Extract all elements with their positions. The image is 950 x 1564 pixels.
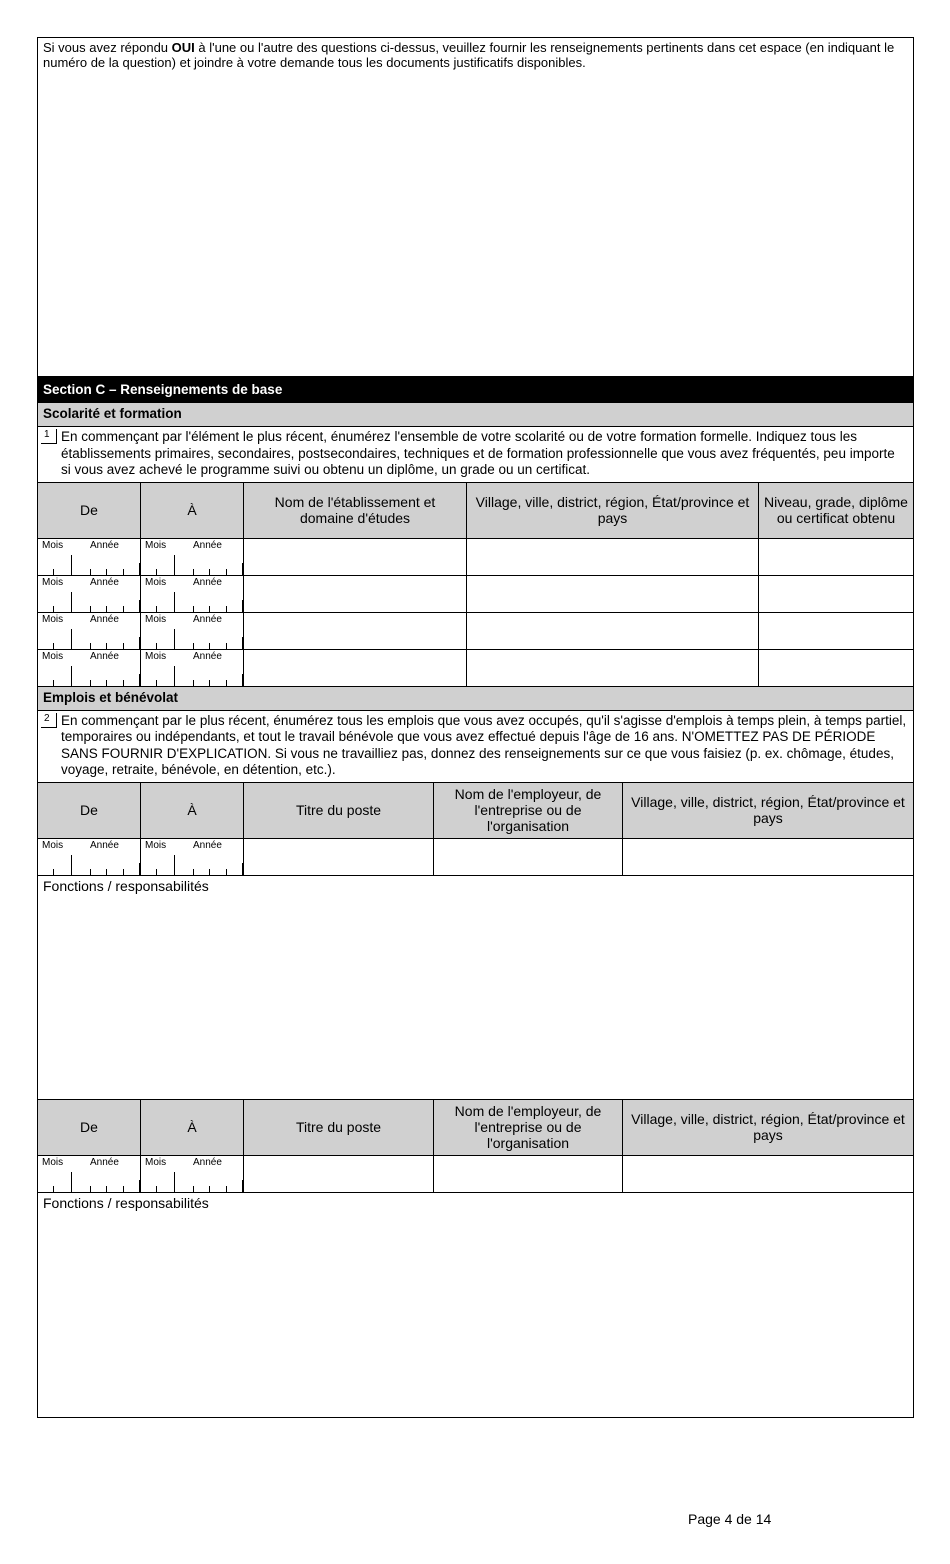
date-tick bbox=[139, 1180, 140, 1192]
from-date-field[interactable] bbox=[38, 650, 141, 686]
month-label: Mois bbox=[145, 650, 167, 662]
date-tick bbox=[174, 666, 175, 686]
date-tick bbox=[123, 680, 124, 686]
date-tick bbox=[156, 869, 157, 875]
date-tick bbox=[90, 606, 91, 612]
employment-header-to: À bbox=[141, 1100, 244, 1155]
date-tick bbox=[209, 643, 210, 649]
from-date-field[interactable] bbox=[38, 1156, 141, 1192]
duties-field[interactable] bbox=[38, 1193, 913, 1417]
location-field[interactable] bbox=[623, 839, 913, 875]
employment-header-location: Village, ville, district, région, État/province et pays bbox=[631, 794, 905, 826]
date-tick bbox=[139, 674, 140, 686]
date-tick bbox=[193, 1186, 194, 1192]
employment-header-employer: Nom de l'employeur, de l'entreprise ou de l'organisation bbox=[434, 1100, 623, 1155]
institution-field[interactable] bbox=[244, 650, 467, 686]
date-tick bbox=[242, 863, 243, 875]
month-label: Mois bbox=[145, 539, 167, 551]
page-number: Page 4 de 14 bbox=[688, 1511, 772, 1527]
schooling-header-to: À bbox=[141, 483, 244, 538]
date-tick bbox=[174, 592, 175, 612]
job-title-field[interactable] bbox=[244, 839, 434, 875]
from-date-field[interactable] bbox=[38, 539, 141, 575]
date-tick bbox=[90, 680, 91, 686]
date-tick bbox=[193, 569, 194, 575]
date-tick bbox=[156, 643, 157, 649]
month-label: Mois bbox=[42, 576, 64, 588]
employment-header-row bbox=[38, 783, 913, 839]
employment-header-employer: Nom de l'employeur, de l'entreprise ou de l'organisation bbox=[434, 783, 623, 838]
date-tick bbox=[123, 1186, 124, 1192]
date-tick bbox=[174, 1172, 175, 1192]
month-label: Mois bbox=[145, 576, 167, 588]
employment-header-job-title: Titre du poste bbox=[244, 1100, 434, 1155]
year-label: Année bbox=[90, 650, 119, 662]
location-field[interactable] bbox=[467, 539, 759, 575]
date-tick bbox=[209, 1186, 210, 1192]
date-tick bbox=[226, 1186, 227, 1192]
institution-field[interactable] bbox=[244, 539, 467, 575]
date-tick bbox=[53, 1186, 54, 1192]
month-label: Mois bbox=[42, 1156, 64, 1168]
schooling-header-location: Village, ville, district, région, État/province et pays bbox=[467, 483, 759, 538]
date-tick bbox=[123, 569, 124, 575]
employment-title: Emplois et bénévolat bbox=[38, 687, 913, 711]
schooling-question-text: En commençant par l'élément le plus récent, énumérez l'ensemble de votre scolarité ou de votre formation formelle. Indiquez tous les établissements primaires, secondaires, postsecondaires, techniques et de formation professionnelle que vous avez fréquentés, peu importe si vous avez achevé le programme suivi ou obtenu un diplôme, un grade ou un certificat. bbox=[61, 429, 895, 477]
location-field[interactable] bbox=[467, 613, 759, 649]
employment-question bbox=[38, 711, 913, 783]
date-tick bbox=[174, 855, 175, 875]
date-tick bbox=[106, 643, 107, 649]
year-label: Année bbox=[90, 839, 119, 851]
date-tick bbox=[106, 606, 107, 612]
location-field[interactable] bbox=[467, 576, 759, 612]
level-field[interactable] bbox=[759, 539, 913, 575]
employment-header-from: De bbox=[38, 783, 141, 838]
date-tick bbox=[71, 592, 72, 612]
date-tick bbox=[139, 863, 140, 875]
date-tick bbox=[90, 643, 91, 649]
date-tick bbox=[53, 869, 54, 875]
date-tick bbox=[53, 569, 54, 575]
to-date-field[interactable] bbox=[141, 650, 244, 686]
date-tick bbox=[209, 606, 210, 612]
date-tick bbox=[226, 680, 227, 686]
year-label: Année bbox=[193, 613, 222, 625]
date-tick bbox=[193, 606, 194, 612]
schooling-row bbox=[38, 576, 913, 613]
date-tick bbox=[156, 606, 157, 612]
year-label: Année bbox=[90, 1156, 119, 1168]
month-label: Mois bbox=[42, 650, 64, 662]
level-field[interactable] bbox=[759, 650, 913, 686]
date-tick bbox=[90, 869, 91, 875]
date-tick bbox=[242, 600, 243, 612]
schooling-title: Scolarité et formation bbox=[38, 403, 913, 427]
date-tick bbox=[106, 569, 107, 575]
schooling-row bbox=[38, 650, 913, 687]
schooling-header-row bbox=[38, 483, 913, 539]
year-label: Année bbox=[193, 539, 222, 551]
month-label: Mois bbox=[145, 1156, 167, 1168]
date-tick bbox=[90, 1186, 91, 1192]
job-title-field[interactable] bbox=[244, 1156, 434, 1192]
date-tick bbox=[226, 569, 227, 575]
duties-label: Fonctions / responsabilités bbox=[43, 1194, 209, 1211]
to-date-field[interactable] bbox=[141, 539, 244, 575]
duties-field[interactable] bbox=[38, 876, 913, 1100]
to-date-field[interactable] bbox=[141, 1156, 244, 1192]
employment-header-job-title: Titre du poste bbox=[244, 783, 434, 838]
year-label: Année bbox=[90, 539, 119, 551]
schooling-row bbox=[38, 613, 913, 650]
date-tick bbox=[71, 855, 72, 875]
question-number-2: 2 bbox=[41, 713, 57, 728]
date-tick bbox=[123, 643, 124, 649]
date-tick bbox=[193, 680, 194, 686]
level-field[interactable] bbox=[759, 613, 913, 649]
schooling-header-level: Niveau, grade, diplôme ou certificat obtenu bbox=[764, 494, 908, 526]
month-label: Mois bbox=[42, 839, 64, 851]
date-tick bbox=[156, 569, 157, 575]
question-number-1: 1 bbox=[41, 429, 57, 444]
schooling-row bbox=[38, 539, 913, 576]
location-field[interactable] bbox=[467, 650, 759, 686]
schooling-header-from: De bbox=[38, 483, 141, 538]
schooling-header-institution: Nom de l'établissement et domaine d'études bbox=[244, 483, 467, 538]
from-date-field[interactable] bbox=[38, 839, 141, 875]
date-tick bbox=[71, 629, 72, 649]
date-tick bbox=[174, 555, 175, 575]
section-c-title: Section C – Renseignements de base bbox=[38, 377, 913, 403]
date-tick bbox=[226, 643, 227, 649]
date-tick bbox=[139, 600, 140, 612]
date-tick bbox=[123, 606, 124, 612]
date-tick bbox=[71, 666, 72, 686]
month-label: Mois bbox=[145, 613, 167, 625]
employment-row bbox=[38, 839, 913, 876]
intro-text-post: à l'une ou l'autre des questions ci-dessus, veuillez fournir les renseignements pertinents dans cet espace (en indiquant le numéro de la question) et joindre à votre demande tous les documents justificatifs disponibles. bbox=[43, 40, 895, 70]
month-label: Mois bbox=[42, 539, 64, 551]
year-label: Année bbox=[193, 839, 222, 851]
date-tick bbox=[139, 563, 140, 575]
to-date-field[interactable] bbox=[141, 576, 244, 612]
intro-text-bold: OUI bbox=[171, 40, 195, 55]
date-tick bbox=[209, 569, 210, 575]
date-tick bbox=[209, 869, 210, 875]
date-tick bbox=[53, 643, 54, 649]
date-tick bbox=[106, 1186, 107, 1192]
date-tick bbox=[139, 637, 140, 649]
date-tick bbox=[90, 569, 91, 575]
employment-header-to: À bbox=[141, 783, 244, 838]
level-field[interactable] bbox=[759, 576, 913, 612]
institution-field[interactable] bbox=[244, 576, 467, 612]
date-tick bbox=[106, 869, 107, 875]
employment-row bbox=[38, 1156, 913, 1193]
to-date-field[interactable] bbox=[141, 839, 244, 875]
date-tick bbox=[71, 1172, 72, 1192]
date-tick bbox=[193, 869, 194, 875]
date-tick bbox=[53, 606, 54, 612]
duties-label: Fonctions / responsabilités bbox=[43, 877, 209, 894]
date-tick bbox=[226, 869, 227, 875]
year-label: Année bbox=[193, 1156, 222, 1168]
date-tick bbox=[106, 680, 107, 686]
date-tick bbox=[242, 563, 243, 575]
institution-field[interactable] bbox=[244, 613, 467, 649]
year-label: Année bbox=[90, 613, 119, 625]
from-date-field[interactable] bbox=[38, 613, 141, 649]
employment-header-from: De bbox=[38, 1100, 141, 1155]
location-field[interactable] bbox=[623, 1156, 913, 1192]
date-tick bbox=[156, 680, 157, 686]
date-tick bbox=[242, 674, 243, 686]
employment-header-row bbox=[38, 1100, 913, 1156]
employment-question-text: En commençant par le plus récent, énumérez tous les emplois que vous avez occupés, qu'il s'agisse d'emplois à temps plein, à temps partiel, temporaires ou indépendants, et tout le travail bénévole que vous avez effectué depuis l'âge de 16 ans. N'OMETTEZ PAS DE PÉRIODE SANS FOURNIR D'EXPLICATION. Si vous ne travailliez pas, donnez des renseignements sur ce que vous faisiez (p. ex. chômage, études, voyage, retraite, bénévole, en détention, etc.). bbox=[61, 712, 907, 777]
schooling-question bbox=[38, 427, 913, 483]
date-tick bbox=[226, 606, 227, 612]
year-label: Année bbox=[90, 576, 119, 588]
intro-text-pre: Si vous avez répondu bbox=[43, 40, 172, 55]
employment-header-location: Village, ville, district, région, État/province et pays bbox=[631, 1111, 905, 1143]
date-tick bbox=[53, 680, 54, 686]
date-tick bbox=[209, 680, 210, 686]
date-tick bbox=[242, 637, 243, 649]
employer-field[interactable] bbox=[434, 839, 623, 875]
date-tick bbox=[71, 555, 72, 575]
date-tick bbox=[174, 629, 175, 649]
date-tick bbox=[123, 869, 124, 875]
month-label: Mois bbox=[42, 613, 64, 625]
year-label: Année bbox=[193, 650, 222, 662]
date-tick bbox=[193, 643, 194, 649]
employer-field[interactable] bbox=[434, 1156, 623, 1192]
to-date-field[interactable] bbox=[141, 613, 244, 649]
explanation-area[interactable] bbox=[38, 38, 913, 377]
form-page bbox=[37, 37, 914, 1418]
date-tick bbox=[242, 1180, 243, 1192]
month-label: Mois bbox=[145, 839, 167, 851]
from-date-field[interactable] bbox=[38, 576, 141, 612]
date-tick bbox=[156, 1186, 157, 1192]
year-label: Année bbox=[193, 576, 222, 588]
